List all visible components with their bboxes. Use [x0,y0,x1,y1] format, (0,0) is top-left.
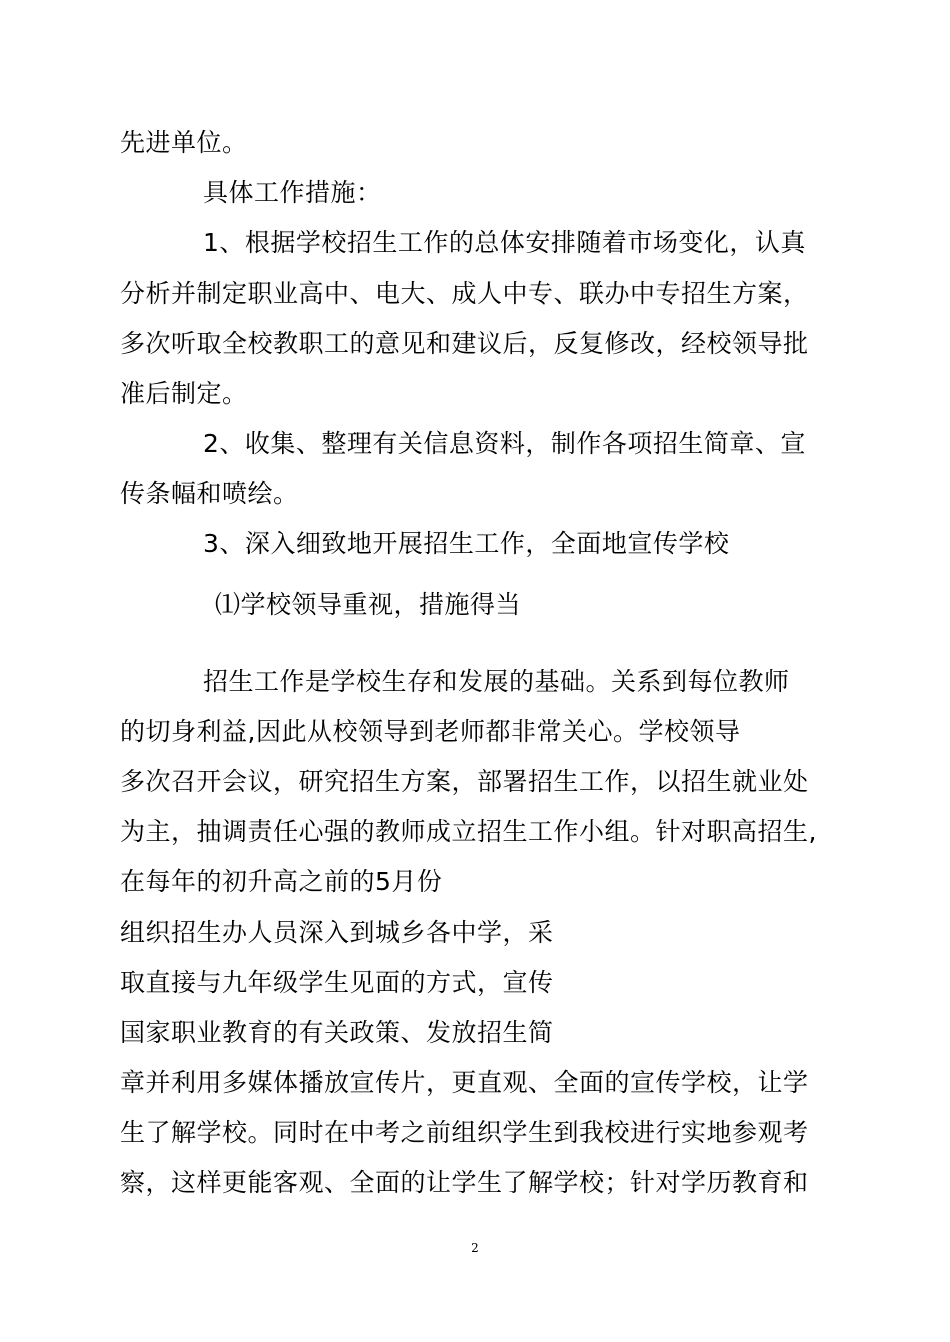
text-line: 国家职业教育的有关政策、发放招生简 [120,1018,554,1047]
text-line: 生了解学校。同时在中考之前组织学生到我校进行实地参观考 [120,1118,809,1147]
text-line: 准后制定。 [120,379,248,408]
subheading: ⑴学校领导重视，措施得当 [215,590,522,619]
text-line: 分析并制定职业高中、电大、成人中专、联办中专招生方案， [120,279,809,308]
text-line: 为主，抽调责任心强的教师成立招生工作小组。针对职高招生, [120,817,817,846]
section-heading: 具体工作措施： [203,178,382,207]
text-line: 多次听取全校教职工的意见和建议后，反复修改，经校领导批 [120,329,809,358]
text-line: 章并利用多媒体播放宣传片，更直观、全面的宣传学校，让学 [120,1068,809,1097]
text-line: 1、根据学校招生工作的总体安排随着市场变化，认真 [203,228,806,257]
text-line: 2、收集、整理有关信息资料，制作各项招生简章、宣 [203,429,806,458]
text-line: 先进单位。 [120,128,248,157]
text-line: 招生工作是学校生存和发展的基础。关系到每位教师 [203,667,790,696]
text-line: 多次召开会议，研究招生方案，部署招生工作，以招生就业处 [120,767,809,796]
text-line: 3、深入细致地开展招生工作，全面地宣传学校 [203,529,730,558]
text-line: 取直接与九年级学生见面的方式，宣传 [120,968,554,997]
text-line: 在每年的初升高之前的5月份 [120,867,443,896]
text-line: 察，这样更能客观、全面的让学生了解学校；针对学历教育和 [120,1168,809,1197]
text-line: 组织招生办人员深入到城乡各中学，采 [120,918,554,947]
page-number: 2 [471,1241,479,1255]
text-line: 传条幅和喷绘。 [120,479,299,508]
text-line: 的切身利益,因此从校领导到老师都非常关心。学校领导 [120,717,741,746]
